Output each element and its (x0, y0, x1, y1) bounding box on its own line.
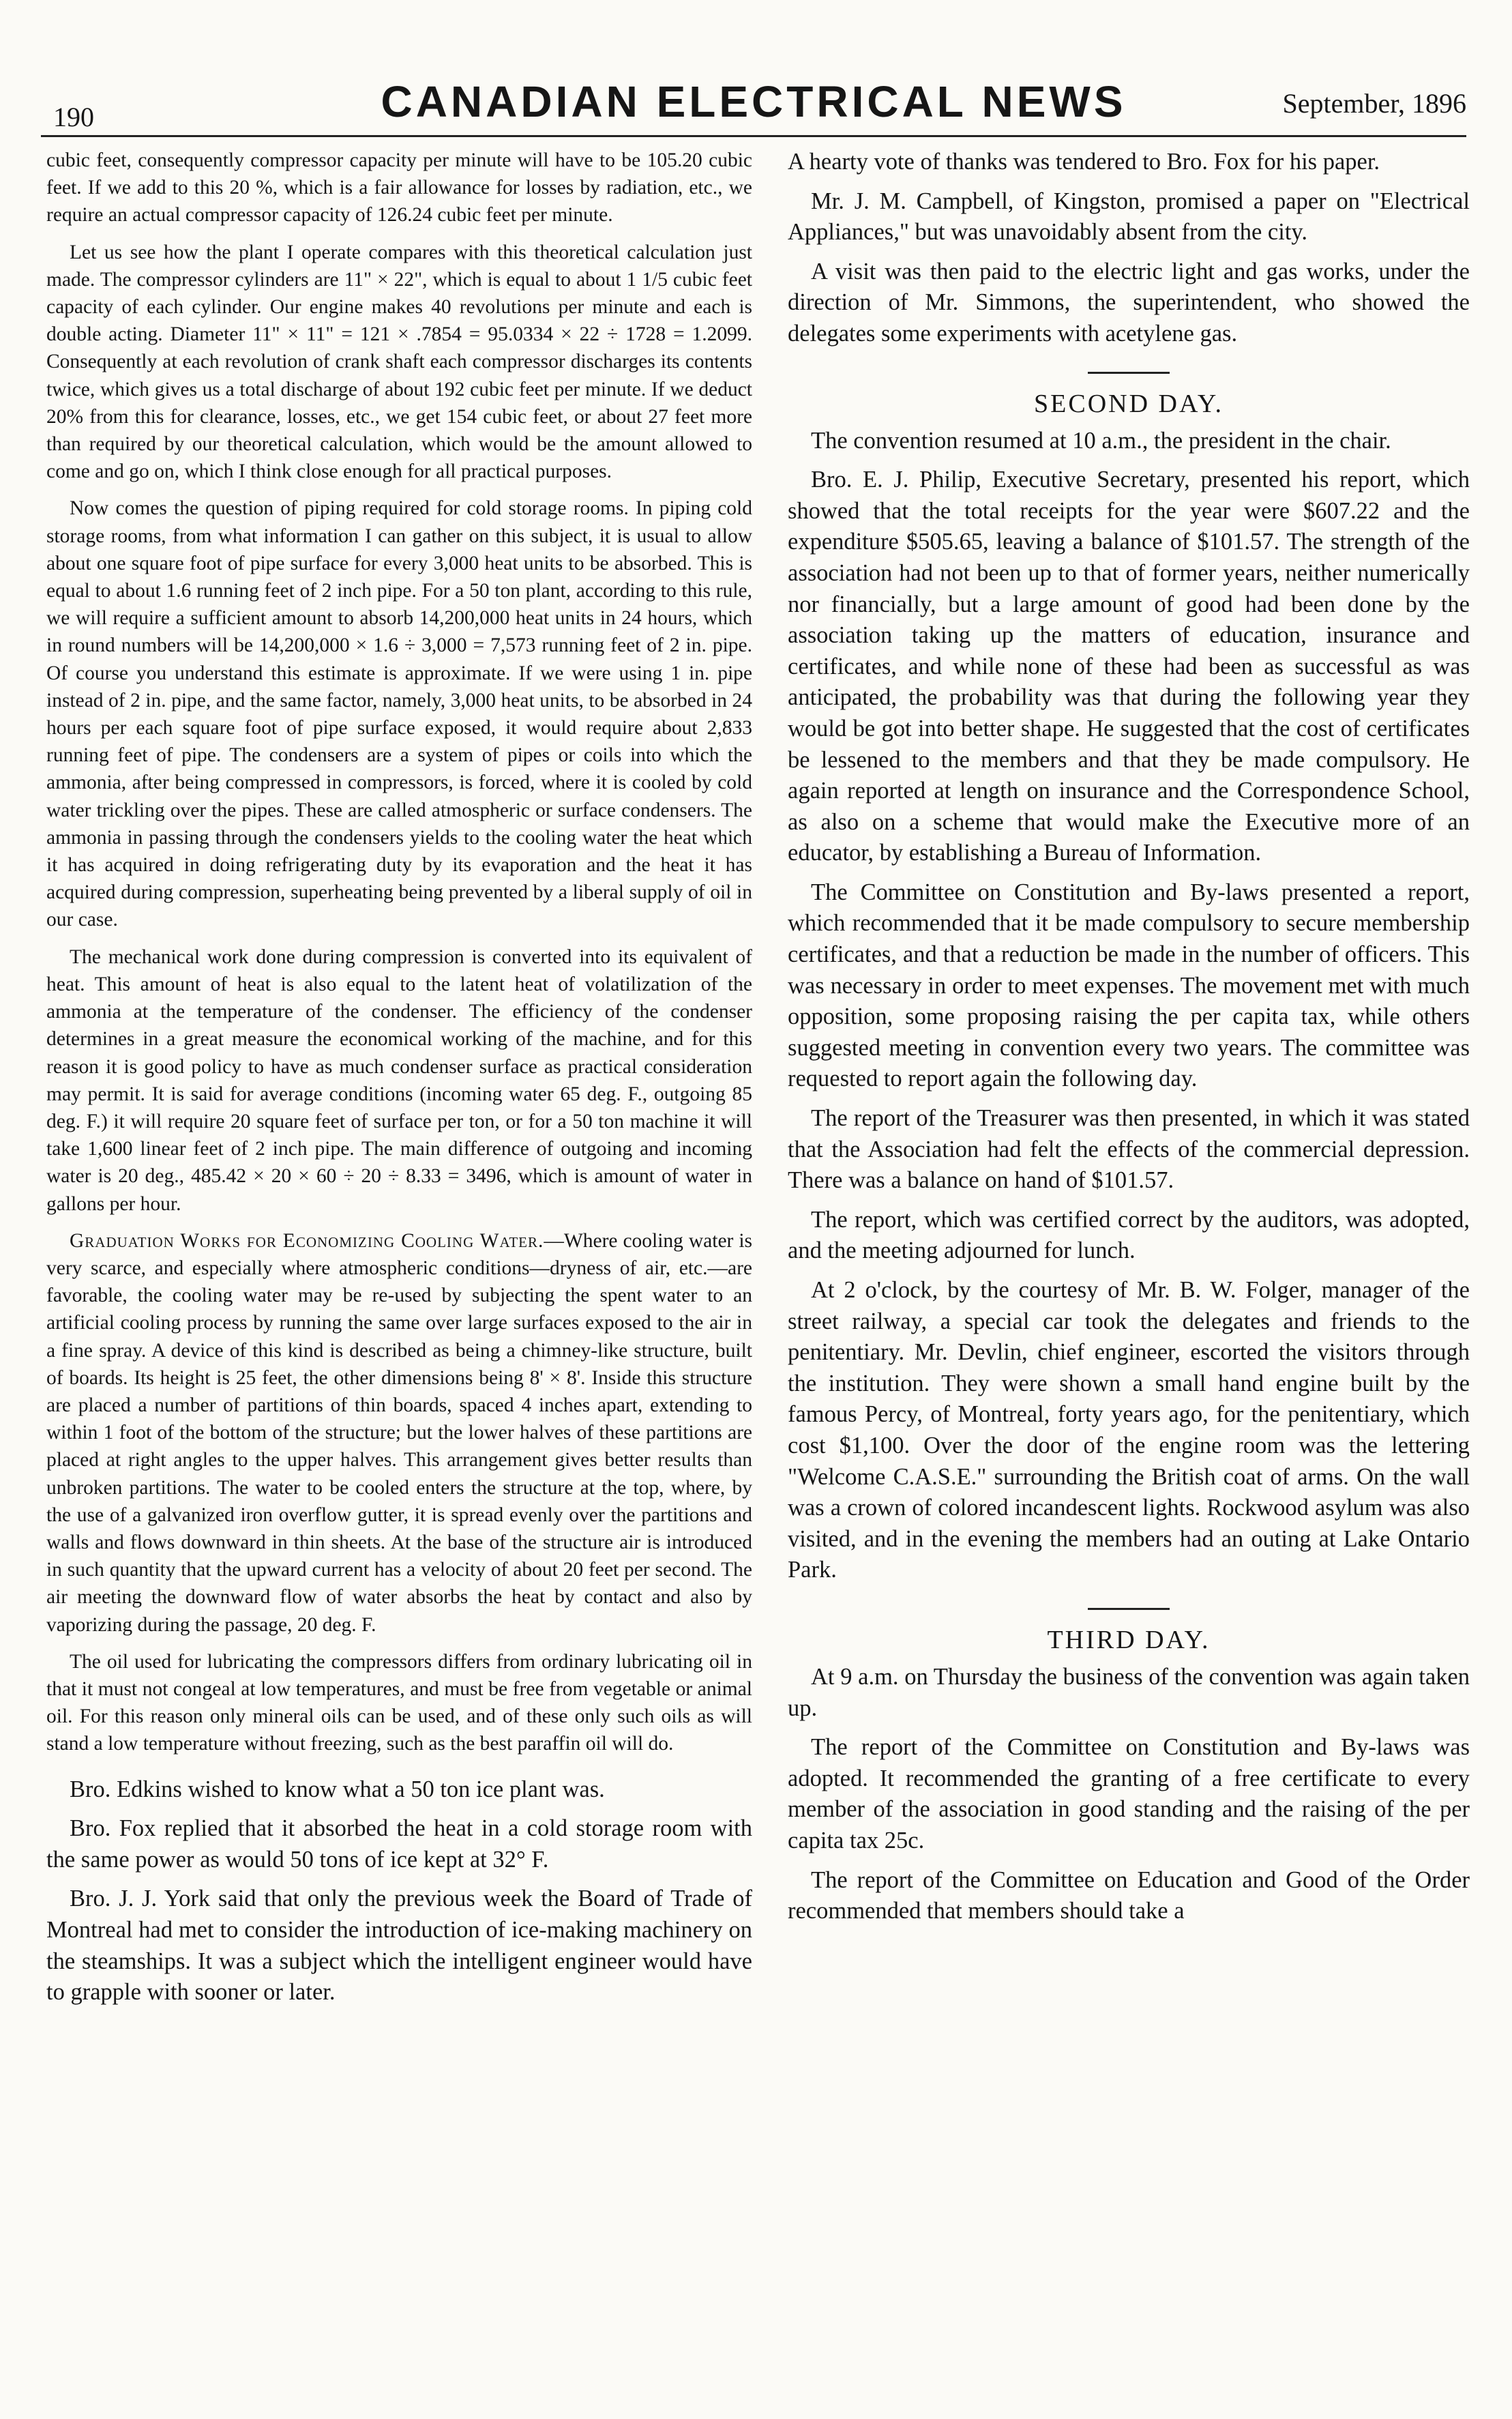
paragraph: The report of the Treasurer was then presented, in which it was stated that the Association had felt the effects of the commercial depression. There was a balance on hand of $101.57. (788, 1105, 1470, 1194)
paragraph: The report of the Committee on Constitution and By-laws was adopted. It recommended the granting of a free certificate to every member of the association in good standing and the raising of the per capita tax 25c. (788, 1734, 1470, 1853)
masthead: CANADIAN ELECTRICAL NEWS (381, 77, 1127, 126)
paragraph: The report, which was certified correct by the auditors, was adopted, and the meeting adjourned for lunch. (788, 1206, 1470, 1264)
graduation-paragraph (46, 1227, 752, 1639)
issue-date: September, 1896 (1282, 88, 1466, 119)
paragraph: Let us see how the plant I operate compares with this theoretical calculation just made. The compressor cylinders are 11" × 22", which is equal to about 1 1/5 cubic feet capacity of each cylinder. Our engine makes 40 revolutions per minute and each is double acting. Diameter 11" × 11" = 121 × .7854 = 95.0334 × 22 ÷ 1728 = 1.2099. Consequently at each revolution of crank shaft each compressor discharges its contents twice, which gives us a total discharge of about 192 cubic feet per minute. If we deduct 20% from this for clearance, losses, etc., we get 154 cubic feet, or about 27 feet more than required by our theoretical calculation, which would be the amount allowed to come and go on, which I think close enough for all practical purposes. (46, 241, 752, 483)
page-number: 190 (53, 102, 94, 132)
paragraph: A hearty vote of thanks was tendered to Bro. Fox for his paper. (788, 149, 1380, 175)
paragraph: Bro. Fox replied that it absorbed the heat in a cold storage room with the same power as would 50 tons of ice kept at 32° F. (46, 1815, 752, 1873)
paragraph: Bro. Edkins wished to know what a 50 ton ice plant was. (70, 1776, 605, 1802)
graduation-heading: Graduation Works for Economizing Cooling Water. (70, 1229, 544, 1252)
graduation-text: —Where cooling water is very scarce, and especially where atmospheric conditions—dryness of air, etc.—are favorable, the cooling water may be re-used by subjecting the spent water to an artificial cooling process by running the same over large surfaces exposed to the air in a fine spray. A device of this kind is described as being a chimney-like structure, built of boards. Its height is 25 feet, the other dimensions being 8' × 8'. Inside this structure are placed a number of partitions of thin boards, spaced 4 inches apart, extending to within 1 foot of the bottom of the structure; but the lower halves of these partitions are placed at right angles to the upper halves. This arrangement gives better results than unbroken partitions. The water to be cooled enters the structure at the top, where, by the use of a galvanized iron overflow gutter, it is spread evenly over the partitions and walls and flows downward in thin sheets. At the base of the structure air is introduced in such quantity that the upward current has a velocity of about 20 feet per second. The air meeting the downward flow of water absorbs the heat by contact and also by vaporizing during the passage, 20 deg. F. (46, 1229, 752, 1636)
header-rule (41, 135, 1466, 137)
paragraph: Mr. J. M. Campbell, of Kingston, promised a paper on "Electrical Appliances," but was unavoidably absent from the city. (788, 188, 1470, 246)
third-day-heading: THIRD DAY. (1047, 1625, 1211, 1654)
paragraph: The oil used for lubricating the compressors differs from ordinary lubricating oil in that it must not congeal at low temperatures, and must be free from vegetable or animal oil. For this reason only mineral oils can be used, and of these only such oils as will stand a low temperature without freezing, such as the best paraffin oil will do. (46, 1650, 752, 1755)
paragraph: The convention resumed at 10 a.m., the president in the chair. (811, 427, 1391, 454)
paragraph: Bro. J. J. York said that only the previous week the Board of Trade of Montreal had met to consider the introduction of ice-making machinery on the steamships. It was a subject which the intelligent engineer would have to grapple with sooner or later. (46, 1886, 752, 2006)
left-large-print (46, 1774, 752, 2008)
right-column (788, 147, 1470, 1935)
section-rule (1088, 372, 1170, 374)
page-header (41, 0, 1466, 136)
paragraph: The report of the Committee on Education and Good of the Order recommended that members should take a (788, 1866, 1470, 1924)
paragraph: Now comes the question of piping required for cold storage rooms. In piping cold storage rooms, from what information I can gather on this subject, it is usual to allow about one square foot of pipe surface for every 3,000 heat units to be absorbed. This is equal to about 1.6 running feet of 2 inch pipe. For a 50 ton plant, according to this rule, we will require a sufficient amount to absorb 14,200,000 heat units in 24 hours, which in round numbers will be 14,200,000 × 1.6 ÷ 3,000 = 7,573 running feet of 2 in. pipe. Of course you understand this estimate is approximate. If we were using 1 in. pipe instead of 2 in. pipe, and the same factor, namely, 3,000 heat units, to be absorbed in 24 hours per each square foot of pipe surface exposed, it would require about 2,833 running feet of pipe. The condensers are a system of pipes or coils into which the ammonia, after being compressed in compressors, is forced, where it is cooled by cold water trickling over the pipes. These are called atmospheric or surface condensers. The ammonia in passing through the condensers yields to the cooling water the heat which it has acquired in doing refrigerating duty by its evaporation and the heat it has acquired during compression, superheating being prevented by a liberal supply of oil in our case. (46, 497, 752, 931)
paragraph: Bro. E. J. Philip, Executive Secretary, presented his report, which showed that the total receipts for the year were $607.22 and the expenditure $505.65, leaving a balance of $101.57. The strength of the association had not been up to that of former years, neither numerically nor financially, but a large amount of good had been done by the association taking up the matters of education, insurance and certificates, and while none of these had been as successful as was anticipated, the probability was that during the following year they would be got into better shape. He suggested that the cost of certificates be lessened to the members and that they be made compulsory. He again reported at length on insurance and the Correspondence School, as also on a scheme that would make the Executive more of an educator, by establishing a Bureau of Information. (788, 467, 1470, 866)
paragraph: cubic feet, consequently compressor capacity per minute will have to be 105.20 cubic feet. If we add to this 20 %, which is a fair allowance for losses by radiation, etc., we require an actual compressor capacity of 126.24 cubic feet per minute. (46, 149, 752, 226)
section-rule (1088, 1608, 1170, 1610)
paragraph: The Committee on Constitution and By-laws presented a report, which recommended that it be made compulsory to secure membership certificates, and that a reduction be made in the number of officers. This was necessary in order to meet expenses. The movement met with much opposition, some proposing raising the per capita tax, while others suggested meeting in convention every two years. The committee was requested to report again the following day. (788, 879, 1470, 1092)
paragraph: The mechanical work done during compression is converted into its equivalent of heat. This amount of heat is also equal to the latent heat of volatilization of the ammonia at the temperature of the condenser. The efficiency of the condenser determines in a great measure the economical working of the machine, and for this reason it is good policy to have as much condenser surface as practical consideration may permit. It is said for average conditions (incoming water 65 deg. F., outgoing 85 deg. F.) it will require 20 square feet of surface per ton, or for a 50 ton machine it will take 1,600 linear feet of 2 inch pipe. The main difference of outgoing and incoming water is 20 deg., 485.42 × 20 × 60 ÷ 20 ÷ 8.33 = 3496, which is amount of water in gallons per hour. (46, 945, 752, 1215)
second-day-heading: SECOND DAY. (1034, 389, 1224, 418)
paragraph: A visit was then paid to the electric light and gas works, under the direction of Mr. Simmons, the superintendent, who showed the delegates some experiments with acetylene gas. (788, 258, 1470, 347)
paragraph: At 9 a.m. on Thursday the business of the convention was again taken up. (788, 1663, 1470, 1721)
left-column (46, 147, 752, 2017)
left-small-print (46, 147, 752, 1758)
paragraph: At 2 o'clock, by the courtesy of Mr. B. W. Folger, manager of the street railway, a special car took the delegates and friends to the penitentiary. Mr. Devlin, chief engineer, escorted the visitors through the institution. They were shown a small hand engine built by the famous Percy, of Montreal, forty years ago, for the penitentiary, which cost $1,100. Over the door of the engine room was the lettering "Welcome C.A.S.E." surrounding the British coat of arms. On the wall was a crown of colored incandescent lights. Rockwood asylum was also visited, and in the evening the members had an outing at Lake Ontario Park. (788, 1277, 1470, 1583)
